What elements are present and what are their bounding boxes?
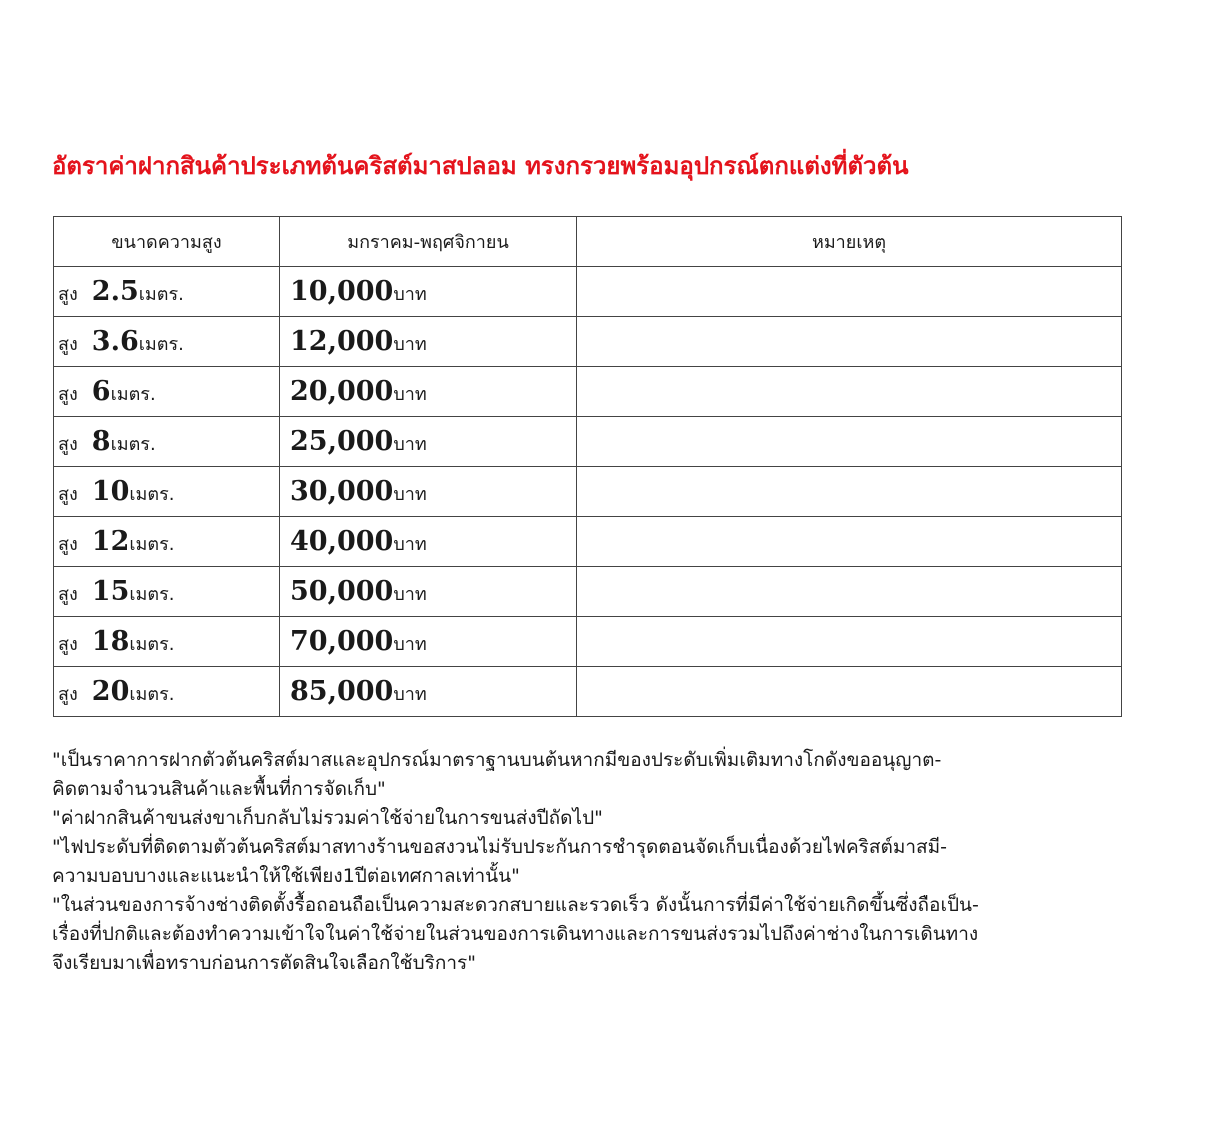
- table-row: [54, 617, 1122, 667]
- price-cell: [280, 567, 577, 617]
- size-unit: เมตร.: [110, 433, 156, 455]
- size-cell: [54, 417, 280, 467]
- page-title: อัตราค่าฝากสินค้าประเภทต้นคริสต์มาสปลอม ทรงกรวยพร้อมอุปกรณ์ตกแต่งที่ตัวต้น: [52, 152, 909, 180]
- price-unit: บาท: [393, 583, 427, 605]
- price-unit: บาท: [393, 483, 427, 505]
- table-row: [54, 367, 1122, 417]
- price-unit: บาท: [393, 683, 427, 705]
- note-cell: [577, 667, 1122, 717]
- note-line: "ในส่วนของการจ้างช่างติดตั้งรื้อถอนถือเป็นความสะดวกสบายและรวดเร็ว ดังนั้นการที่มีค่าใช้จ่ายเกิดขึ้นซึ่งถือเป็น-: [52, 894, 979, 916]
- price-cell: [280, 367, 577, 417]
- size-cell: [54, 267, 280, 317]
- size-cell: [54, 667, 280, 717]
- size-prefix: สูง: [58, 483, 78, 505]
- size-prefix: สูง: [58, 433, 78, 455]
- size-value: 20: [91, 675, 130, 707]
- note-cell: [577, 267, 1122, 317]
- price-value: 70,000: [290, 625, 394, 657]
- size-value: 10: [91, 475, 130, 507]
- note-cell: [577, 367, 1122, 417]
- price-cell: [280, 267, 577, 317]
- note-line: "เป็นราคาการฝากตัวต้นคริสต์มาสและอุปกรณ์มาตราฐานบนต้นหากมีของประดับเพิ่มเติมทางโกดังขออนุญาต-: [52, 749, 942, 771]
- note-cell: [577, 467, 1122, 517]
- size-prefix: สูง: [58, 383, 78, 405]
- price-value: 20,000: [290, 375, 394, 407]
- size-value: 2.5: [91, 275, 139, 307]
- price-value: 10,000: [290, 275, 394, 307]
- price-cell: [280, 667, 577, 717]
- size-unit: เมตร.: [138, 283, 184, 305]
- size-unit: เมตร.: [138, 333, 184, 355]
- note-line: ความบอบบางและแนะนำให้ใช้เพียง1ปีต่อเทศกาลเท่านั้น": [52, 865, 520, 887]
- size-value: 18: [91, 625, 130, 657]
- price-unit: บาท: [393, 433, 427, 455]
- size-prefix: สูง: [58, 583, 78, 605]
- size-cell: [54, 567, 280, 617]
- table-row: [54, 567, 1122, 617]
- size-cell: [54, 317, 280, 367]
- size-value: 8: [91, 425, 111, 457]
- price-value: 25,000: [290, 425, 394, 457]
- price-value: 40,000: [290, 525, 394, 557]
- price-value: 30,000: [290, 475, 394, 507]
- price-unit: บาท: [393, 383, 427, 405]
- note-line: เรื่องที่ปกติและต้องทำความเข้าใจในค่าใช้จ่ายในส่วนของการเดินทางและการขนส่งรวมไปถึงค่าช่างในการเดินทาง: [52, 923, 979, 945]
- size-prefix: สูง: [58, 683, 78, 705]
- table-row: [54, 267, 1122, 317]
- note-cell: [577, 417, 1122, 467]
- size-unit: เมตร.: [129, 683, 175, 705]
- table-row: [54, 417, 1122, 467]
- header-size: ขนาดความสูง: [54, 217, 280, 267]
- price-unit: บาท: [393, 533, 427, 555]
- price-value: 85,000: [290, 675, 394, 707]
- table-header-row: [54, 217, 1122, 267]
- note-cell: [577, 517, 1122, 567]
- notes-section: [52, 746, 1202, 978]
- note-line: จึงเรียบมาเพื่อทราบก่อนการตัดสินใจเลือกใช้บริการ": [52, 952, 476, 974]
- note-line: คิดตามจำนวนสินค้าและพื้นที่การจัดเก็บ": [52, 778, 386, 800]
- price-unit: บาท: [393, 633, 427, 655]
- size-unit: เมตร.: [129, 633, 175, 655]
- size-prefix: สูง: [58, 333, 78, 355]
- price-cell: [280, 617, 577, 667]
- header-price: มกราคม-พฤศจิกายน: [280, 217, 577, 267]
- size-prefix: สูง: [58, 533, 78, 555]
- size-value: 12: [91, 525, 130, 557]
- size-unit: เมตร.: [129, 583, 175, 605]
- rate-table: [53, 216, 1122, 717]
- size-cell: [54, 467, 280, 517]
- price-cell: [280, 317, 577, 367]
- price-cell: [280, 467, 577, 517]
- size-unit: เมตร.: [129, 533, 175, 555]
- table-row: [54, 317, 1122, 367]
- note-line: "ไฟประดับที่ติดตามตัวต้นคริสต์มาสทางร้านขอสงวนไม่รับประกันการชำรุดตอนจัดเก็บเนื่องด้วยไฟคริสต์มาสมี-: [52, 836, 947, 858]
- size-value: 6: [91, 375, 111, 407]
- note-cell: [577, 617, 1122, 667]
- table-body: [54, 267, 1122, 717]
- header-note: หมายเหตุ: [577, 217, 1122, 267]
- table-row: [54, 517, 1122, 567]
- size-value: 15: [91, 575, 130, 607]
- size-value: 3.6: [91, 325, 139, 357]
- note-cell: [577, 567, 1122, 617]
- price-cell: [280, 417, 577, 467]
- size-prefix: สูง: [58, 283, 78, 305]
- note-line: "ค่าฝากสินค้าขนส่งขาเก็บกลับไม่รวมค่าใช้จ่ายในการขนส่งปีถัดไป": [52, 807, 603, 829]
- table-row: [54, 667, 1122, 717]
- price-value: 12,000: [290, 325, 394, 357]
- size-cell: [54, 617, 280, 667]
- size-unit: เมตร.: [129, 483, 175, 505]
- size-cell: [54, 367, 280, 417]
- price-value: 50,000: [290, 575, 394, 607]
- size-unit: เมตร.: [110, 383, 156, 405]
- price-unit: บาท: [393, 283, 427, 305]
- size-prefix: สูง: [58, 633, 78, 655]
- note-cell: [577, 317, 1122, 367]
- price-cell: [280, 517, 577, 567]
- table-row: [54, 467, 1122, 517]
- price-unit: บาท: [393, 333, 427, 355]
- size-cell: [54, 517, 280, 567]
